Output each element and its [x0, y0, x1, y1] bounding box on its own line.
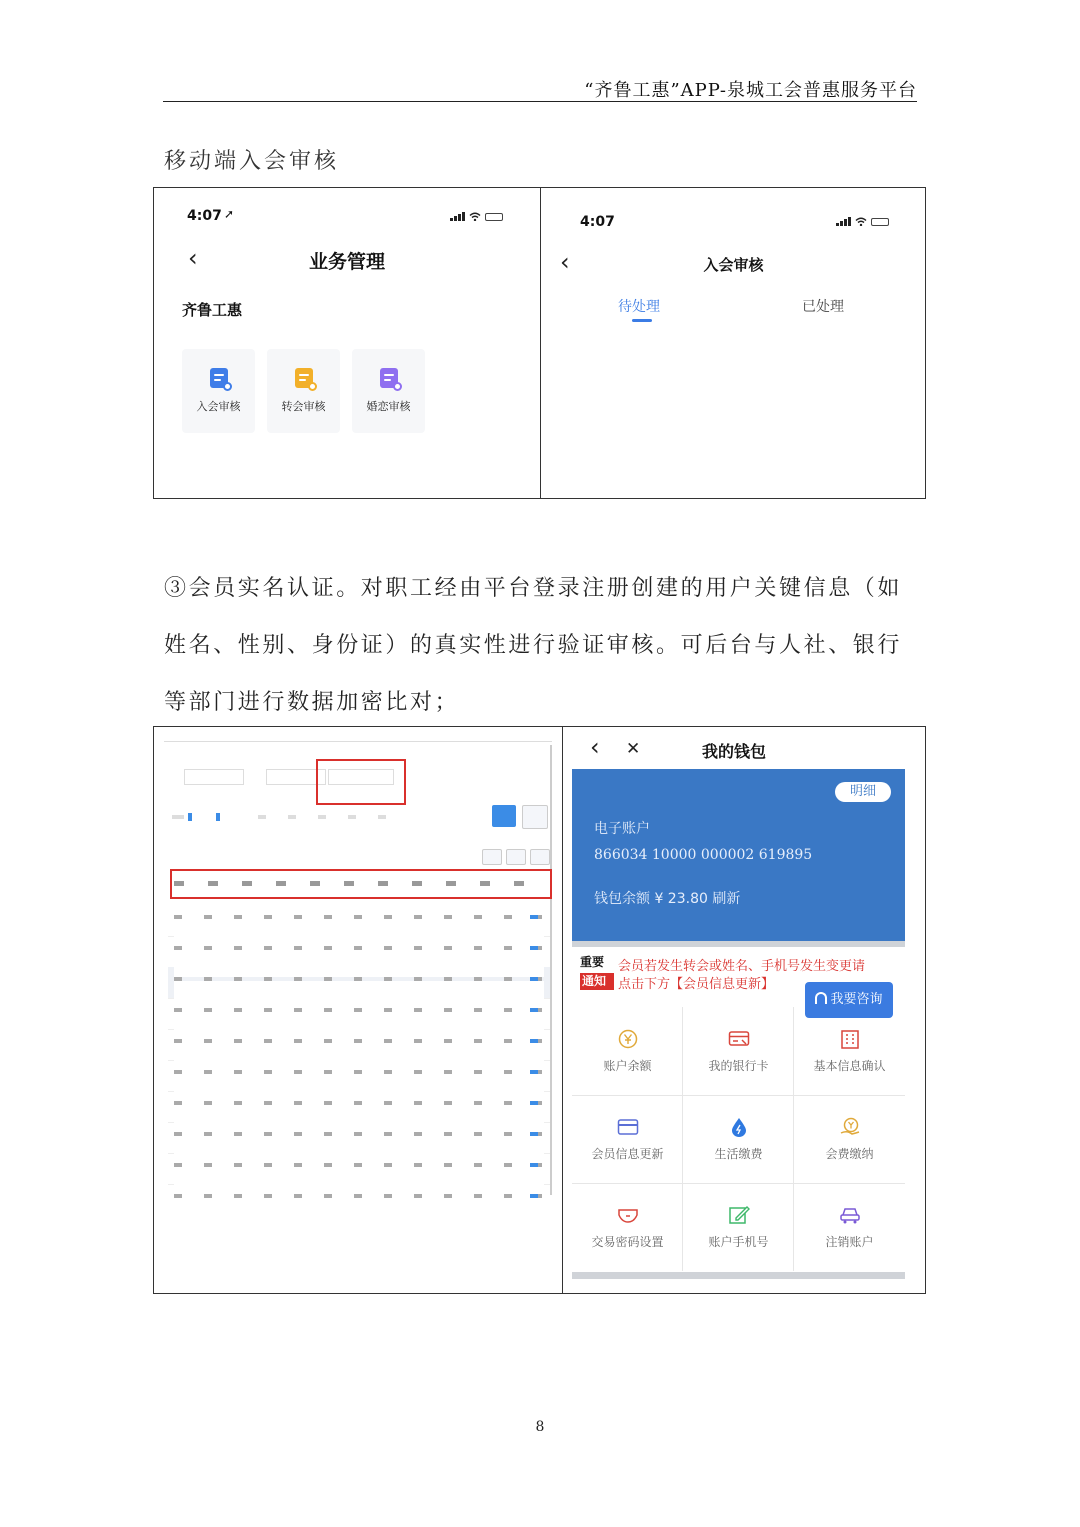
close-icon[interactable]: ✕	[626, 739, 641, 759]
document-user-icon	[380, 368, 398, 388]
search-button[interactable]	[492, 805, 516, 827]
section-title: 移动端入会审核	[164, 149, 340, 174]
export-button[interactable]	[482, 849, 502, 865]
back-chevron-icon[interactable]: ‹	[560, 248, 570, 276]
refresh-button[interactable]	[530, 849, 550, 865]
building-icon	[839, 1029, 861, 1049]
grid-item-utility-payment[interactable]	[683, 1095, 794, 1183]
tile-transfer-review[interactable]	[267, 349, 340, 433]
admin-scrollbar[interactable]	[550, 745, 552, 1195]
status-time: 4:07	[580, 214, 615, 230]
consult-label: 我要咨询	[830, 992, 883, 1007]
card-icon	[617, 1117, 639, 1137]
wallet-icon	[617, 1205, 639, 1225]
figure-divider	[562, 727, 563, 1293]
consult-button[interactable]	[805, 982, 893, 1018]
table-cells	[174, 915, 544, 1205]
name-filter-input[interactable]	[184, 769, 244, 785]
tab-processed[interactable]: 已处理	[802, 299, 844, 315]
admin-member-table-screenshot	[164, 735, 554, 1205]
grid-item-balance[interactable]	[572, 1007, 683, 1095]
grid-item-label: 生活缴费	[714, 1146, 763, 1161]
coin-hand-icon	[839, 1117, 861, 1137]
reset-button[interactable]	[522, 805, 548, 829]
grid-item-password-setting[interactable]	[572, 1183, 683, 1271]
balance-text[interactable]: 钱包余额 ¥ 23.80 刷新	[594, 891, 741, 907]
wallet-function-grid	[572, 1007, 905, 1271]
grid-item-label: 会员信息更新	[591, 1146, 664, 1161]
grid-item-label: 我的银行卡	[708, 1058, 769, 1073]
tile-membership-review[interactable]	[182, 349, 255, 433]
paragraph-line: 姓名、性别、身份证）的真实性进行验证审核。可后台与人社、银行	[164, 633, 903, 658]
grid-item-label: 注销账户	[825, 1234, 874, 1249]
radio-icon[interactable]	[216, 813, 220, 821]
status-icons	[836, 217, 889, 226]
tile-label: 婚恋审核	[366, 400, 411, 413]
grid-item-account-phone[interactable]	[683, 1183, 794, 1271]
notice-tag: 重要	[580, 955, 605, 969]
page-title: 我的钱包	[702, 742, 767, 761]
notice-tag: 通知	[580, 973, 614, 990]
account-label: 电子账户	[594, 821, 650, 837]
status-time: 4:07	[187, 208, 222, 224]
admin-top-rule	[164, 741, 552, 742]
bank-card-icon	[728, 1029, 750, 1049]
wifi-icon	[469, 212, 481, 221]
highlight-box-filter	[316, 759, 406, 805]
grid-item-label: 基本信息确认	[813, 1058, 886, 1073]
tile-label: 转会审核	[281, 400, 326, 413]
grid-item-bank-card[interactable]	[683, 1007, 794, 1095]
status-filter-row[interactable]	[168, 813, 408, 821]
body-paragraph	[164, 560, 920, 731]
filter-option[interactable]	[348, 815, 356, 819]
car-icon	[839, 1205, 861, 1225]
back-chevron-icon[interactable]: ‹	[188, 244, 198, 272]
figure-real-name-verification	[153, 726, 926, 1294]
yuan-coin-icon	[617, 1029, 639, 1049]
grid-item-member-update[interactable]	[572, 1095, 683, 1183]
filter-label	[172, 815, 184, 819]
page-number: 8	[535, 1419, 545, 1435]
section-label: 齐鲁工惠	[182, 301, 243, 319]
battery-icon	[871, 218, 889, 226]
grid-item-label: 会费缴纳	[825, 1146, 874, 1161]
wallet-card	[572, 769, 905, 947]
business-tiles	[182, 349, 425, 433]
tile-label: 入会审核	[196, 400, 241, 413]
document-user-icon	[295, 368, 313, 388]
import-button[interactable]	[506, 849, 526, 865]
document-header: “齐鲁工惠”APP-泉城工会普惠服务平台	[584, 80, 917, 101]
edit-icon	[728, 1205, 750, 1225]
location-arrow-icon: ➚	[224, 207, 235, 221]
filter-option[interactable]	[318, 815, 326, 819]
page-title: 入会审核	[703, 256, 764, 274]
row-action-links[interactable]	[530, 915, 538, 1205]
grid-item-label: 账户手机号	[708, 1234, 769, 1249]
radio-icon[interactable]	[188, 813, 192, 821]
document-user-icon	[210, 368, 228, 388]
filter-option[interactable]	[378, 815, 386, 819]
grid-item-close-account[interactable]	[794, 1183, 905, 1271]
figure-divider	[540, 188, 541, 498]
header-rule	[163, 101, 917, 102]
tab-active-indicator	[632, 319, 652, 322]
battery-icon	[485, 213, 503, 221]
headset-icon	[815, 992, 827, 1004]
paragraph-line: ③会员实名认证。对职工经由平台登录注册创建的用户关键信息（如	[164, 576, 903, 601]
grid-item-label: 账户余额	[603, 1058, 652, 1073]
wifi-icon	[855, 217, 867, 226]
status-icons	[450, 212, 503, 221]
tab-pending[interactable]: 待处理	[618, 299, 660, 315]
tile-marriage-review[interactable]	[352, 349, 425, 433]
bottom-bar	[572, 1272, 905, 1279]
filter-option[interactable]	[288, 815, 296, 819]
water-drop-icon	[728, 1117, 750, 1137]
paragraph-line: 等部门进行数据加密比对；	[164, 690, 460, 715]
grid-item-label: 交易密码设置	[591, 1234, 664, 1249]
notice-text: 点击下方【会员信息更新】	[618, 977, 775, 992]
grid-item-dues-payment[interactable]	[794, 1095, 905, 1183]
figure-membership-review	[153, 187, 926, 499]
page-title: 业务管理	[308, 251, 385, 273]
detail-button[interactable]: 明细	[835, 782, 891, 802]
account-number: 866034 10000 000002 619895	[594, 847, 813, 863]
signal-icon	[450, 212, 465, 221]
table-header	[174, 881, 544, 886]
notice-text: 会员若发生转会或姓名、手机号发生变更请	[618, 959, 866, 974]
filter-option[interactable]	[258, 815, 266, 819]
back-chevron-icon[interactable]: ‹	[590, 733, 600, 761]
grid-item-basic-info[interactable]	[794, 1007, 905, 1095]
signal-icon	[836, 217, 851, 226]
